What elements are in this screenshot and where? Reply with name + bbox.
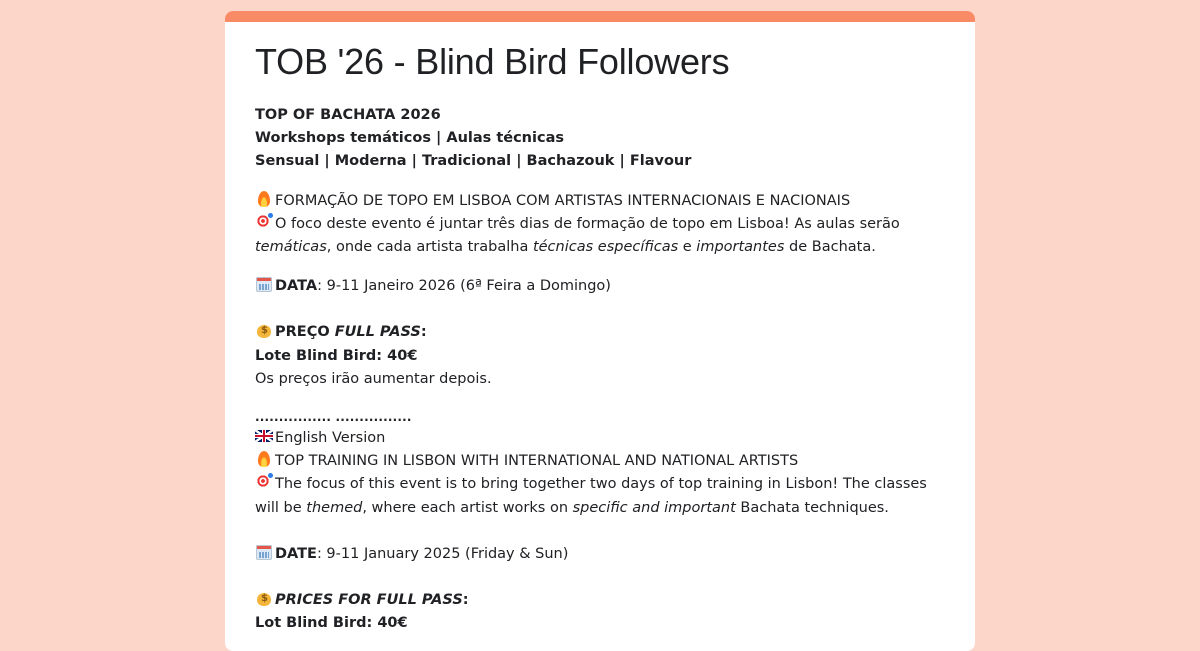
en-price-line: Lot Blind Bird: 40€ xyxy=(255,615,408,632)
event-subtitle: Workshops temáticos | Aulas técnicas xyxy=(255,130,564,147)
money-bag-icon xyxy=(255,321,273,339)
form-accent-bar xyxy=(225,11,975,22)
form-description xyxy=(255,104,945,635)
money-bag-icon xyxy=(255,589,273,607)
form-title: TOB '26 - Blind Bird Followers xyxy=(255,41,730,82)
en-focus: The focus of this event is to bring together two days of top training in Lisbon! The classes will be themed, where each artist works on specific and important Bachata techniques. xyxy=(255,473,945,519)
fire-icon xyxy=(255,190,273,208)
pt-price: $PREÇO FULL PASS: Lote Blind Bird: 40€ Os preços irão aumentar depois. xyxy=(255,321,945,391)
fire-icon xyxy=(255,450,273,468)
uk-flag-icon xyxy=(255,427,273,445)
target-icon xyxy=(255,473,273,491)
event-styles: Sensual | Moderna | Tradicional | Bachazouk | Flavour xyxy=(255,153,692,170)
pt-price-note: Os preços irão aumentar depois. xyxy=(255,370,492,387)
form-card xyxy=(225,11,975,651)
en-headline: TOP TRAINING IN LISBON WITH INTERNATIONAL AND NATIONAL ARTISTS xyxy=(255,450,945,473)
pt-focus: O foco deste evento é juntar três dias de formação de topo em Lisboa! As aulas serão temáticas, onde cada artista trabalha técnicas específicas e importantes de Bachata. xyxy=(255,213,945,259)
event-header xyxy=(255,104,945,174)
en-version-label: English Version xyxy=(255,427,945,450)
calendar-icon xyxy=(255,275,273,293)
target-icon xyxy=(255,213,273,231)
pt-headline: FORMAÇÃO DE TOPO EM LISBOA COM ARTISTAS INTERNACIONAIS E NACIONAIS xyxy=(255,190,945,213)
calendar-icon xyxy=(255,543,273,561)
form-header xyxy=(225,42,975,635)
event-name: TOP OF BACHATA 2026 xyxy=(255,107,441,123)
en-date: DATE: 9-11 January 2025 (Friday & Sun) xyxy=(255,543,945,566)
pt-date: DATA: 9-11 Janeiro 2026 (6ª Feira a Domingo) xyxy=(255,275,945,298)
pt-price-line: Lote Blind Bird: 40€ xyxy=(255,347,418,364)
en-price: $PRICES FOR FULL PASS: Lot Blind Bird: 40€ xyxy=(255,589,945,635)
section-separator: ................ ................ xyxy=(255,410,412,425)
